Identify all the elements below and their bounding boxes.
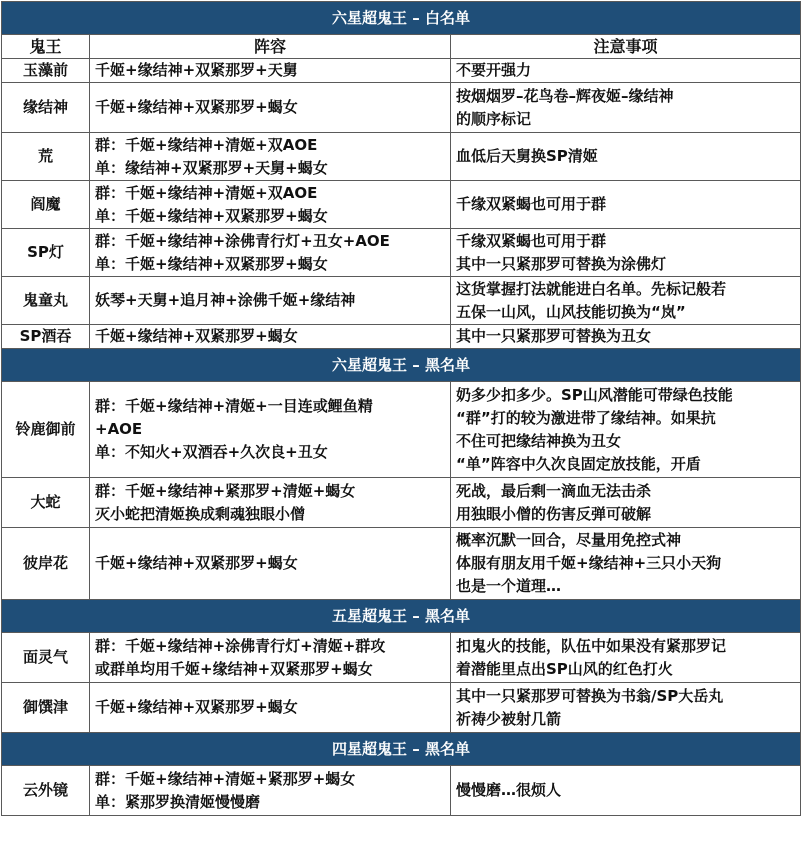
- section-title: 五星超鬼王 – 黑名单: [2, 600, 801, 633]
- notes-cell: 死战，最后剩一滴血无法击杀 用独眼小僧的伤害反弹可破解: [451, 478, 801, 528]
- boss-name: 云外镜: [2, 766, 90, 816]
- boss-name: 御馔津: [2, 683, 90, 733]
- boss-name: 阎魔: [2, 181, 90, 229]
- table-row: [2, 133, 801, 181]
- table-row: [2, 683, 801, 733]
- table-row: [2, 478, 801, 528]
- table-row: [2, 528, 801, 600]
- notes-cell: 千缘双紧蝎也可用于群 其中一只紧那罗可替换为涂佛灯: [451, 229, 801, 277]
- lineup-cell: 千姬+缘结神+双紧那罗+蝎女: [90, 83, 451, 133]
- section-header: [2, 600, 801, 633]
- boss-name: 缘结神: [2, 83, 90, 133]
- lineup-cell: 群：千姬+缘结神+清姬+紧那罗+蝎女 单：紧那罗换清姬慢慢磨: [90, 766, 451, 816]
- notes-cell: 慢慢磨…很烦人: [451, 766, 801, 816]
- boss-name: 面灵气: [2, 633, 90, 683]
- lineup-cell: 妖琴+天舅+追月神+涂佛千姬+缘结神: [90, 277, 451, 325]
- lineup-cell: 群：千姬+缘结神+清姬+双AOE 单：千姬+缘结神+双紧那罗+蝎女: [90, 181, 451, 229]
- column-header-lineup: 阵容: [90, 35, 451, 59]
- table-row: [2, 325, 801, 349]
- table-row: [2, 277, 801, 325]
- lineup-cell: 群：千姬+缘结神+涂佛青行灯+清姬+群攻 或群单均用千姬+缘结神+双紧那罗+蝎女: [90, 633, 451, 683]
- section-title: 六星超鬼王 – 白名单: [2, 2, 801, 35]
- notes-cell: 概率沉默一回合，尽量用免控式神 体服有朋友用千姬+缘结神+三只小天狗 也是一个道理…: [451, 528, 801, 600]
- boss-name: 大蛇: [2, 478, 90, 528]
- lineup-cell: 群：千姬+缘结神+涂佛青行灯+丑女+AOE 单：千姬+缘结神+双紧那罗+蝎女: [90, 229, 451, 277]
- boss-strategy-table: [1, 1, 801, 816]
- notes-cell: 奶多少扣多少。SP山风潜能可带绿色技能 “群”打的较为激进带了缘结神。如果抗 不住可把缘结神换为丑女 “单”阵容中久次良固定放技能，开盾: [451, 382, 801, 478]
- lineup-cell: 群：千姬+缘结神+清姬+双AOE 单：缘结神+双紧那罗+天舅+蝎女: [90, 133, 451, 181]
- boss-name: 鬼童丸: [2, 277, 90, 325]
- table-row: [2, 83, 801, 133]
- section-title: 六星超鬼王 – 黑名单: [2, 349, 801, 382]
- notes-cell: 不要开强力: [451, 59, 801, 83]
- lineup-cell: 千姬+缘结神+双紧那罗+蝎女: [90, 528, 451, 600]
- column-header-notes: 注意事项: [451, 35, 801, 59]
- lineup-cell: 千姬+缘结神+双紧那罗+天舅: [90, 59, 451, 83]
- notes-cell: 其中一只紧那罗可替换为书翁/SP大岳丸 祈祷少被射几箭: [451, 683, 801, 733]
- boss-name: 玉藻前: [2, 59, 90, 83]
- lineup-cell: 千姬+缘结神+双紧那罗+蝎女: [90, 325, 451, 349]
- lineup-cell: 群：千姬+缘结神+清姬+一目连或鲤鱼精 +AOE 单：不知火+双酒吞+久次良+丑女: [90, 382, 451, 478]
- column-header-row: [2, 35, 801, 59]
- notes-cell: 这货掌握打法就能进白名单。先标记般若 五保一山风，山风技能切换为“岚”: [451, 277, 801, 325]
- notes-cell: 千缘双紧蝎也可用于群: [451, 181, 801, 229]
- table-row: [2, 766, 801, 816]
- boss-name: SP灯: [2, 229, 90, 277]
- boss-name: SP酒吞: [2, 325, 90, 349]
- table-row: [2, 633, 801, 683]
- table-row: [2, 229, 801, 277]
- section-header: [2, 349, 801, 382]
- lineup-cell: 千姬+缘结神+双紧那罗+蝎女: [90, 683, 451, 733]
- section-title: 四星超鬼王 – 黑名单: [2, 733, 801, 766]
- lineup-cell: 群：千姬+缘结神+紧那罗+清姬+蝎女 灭小蛇把清姬换成剩魂独眼小僧: [90, 478, 451, 528]
- boss-name: 铃鹿御前: [2, 382, 90, 478]
- notes-cell: 扣鬼火的技能，队伍中如果没有紧那罗记 着潜能里点出SP山风的红色打火: [451, 633, 801, 683]
- notes-cell: 按烟烟罗–花鸟卷–辉夜姬–缘结神 的顺序标记: [451, 83, 801, 133]
- table-row: [2, 59, 801, 83]
- notes-cell: 其中一只紧那罗可替换为丑女: [451, 325, 801, 349]
- column-header-boss: 鬼王: [2, 35, 90, 59]
- table-row: [2, 382, 801, 478]
- table-row: [2, 181, 801, 229]
- boss-name: 彼岸花: [2, 528, 90, 600]
- section-header: [2, 733, 801, 766]
- boss-name: 荒: [2, 133, 90, 181]
- notes-cell: 血低后天舅换SP清姬: [451, 133, 801, 181]
- section-header: [2, 2, 801, 35]
